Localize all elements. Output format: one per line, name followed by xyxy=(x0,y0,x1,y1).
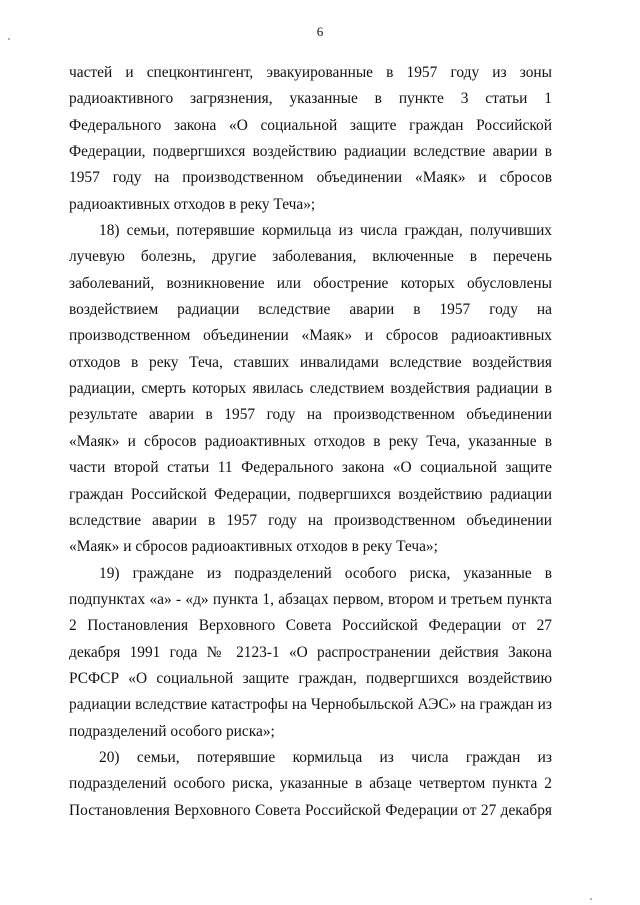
paragraph-continuation: частей и спецконтингент, эвакуированные в 1957 году из зоны радиоактивного загрязнения, указанные в пункте 3 статьи 1 Федерального закона «О социальной защите граждан Российской Федерации, подвергшихся воздействию радиации вследствие аварии в 1957 году на производственном объединении «Маяк» и сбросов радиоактивных отходов в реку Теча»; xyxy=(69,64,552,213)
list-item-19: 19) граждане из подразделений особого риска, указанные в подпунктах «а» - «д» пункта 1, абзацах первом, втором и третьем пункта 2 Постановления Верховного Совета Российской Федерации от 27 декабря 1991 года № 2123-1 «О распространении действия Закона РСФСР «О социальной защите граждан, подвергшихся воздействию радиации вследствие катастрофы на Чернобыльской АЭС» на граждан из подразделений особого риска»; xyxy=(69,564,552,740)
scan-speck xyxy=(590,898,592,900)
scan-speck xyxy=(8,38,10,40)
page-number: 6 xyxy=(316,24,324,39)
list-item-20: 20) семьи, потерявшие кормильца из числа граждан из подразделений особого риска, указанные в абзаце четвертом пункта 2 Постановления Верховного Совета Российской Федерации от 27 декабря xyxy=(69,748,552,819)
list-item-18: 18) семьи, потерявшие кормильца из числа граждан, получивших лучевую болезнь, другие заболевания, включенные в перечень заболеваний, возникновение или обострение которых обусловлены воздействием радиации вследствие аварии в 1957 году на производственном объединении «Маяк» и сбросов радиоактивных отходов в реку Теча, ставших инвалидами вследствие воздействия радиации, смерть которых явилась следствием воздействия радиации в результате аварии в 1957 году на производственном объединении «Маяк» и сбросов радиоактивных отходов в реку Теча, указанные в части второй статьи 11 Федерального закона «О социальной защите граждан Российской Федерации, подвергшихся воздействию радиации вследствие аварии в 1957 году на производственном объединении «Маяк» и сбросов радиоактивных отходов в реку Теча»; xyxy=(69,222,552,556)
document-body xyxy=(69,60,552,824)
